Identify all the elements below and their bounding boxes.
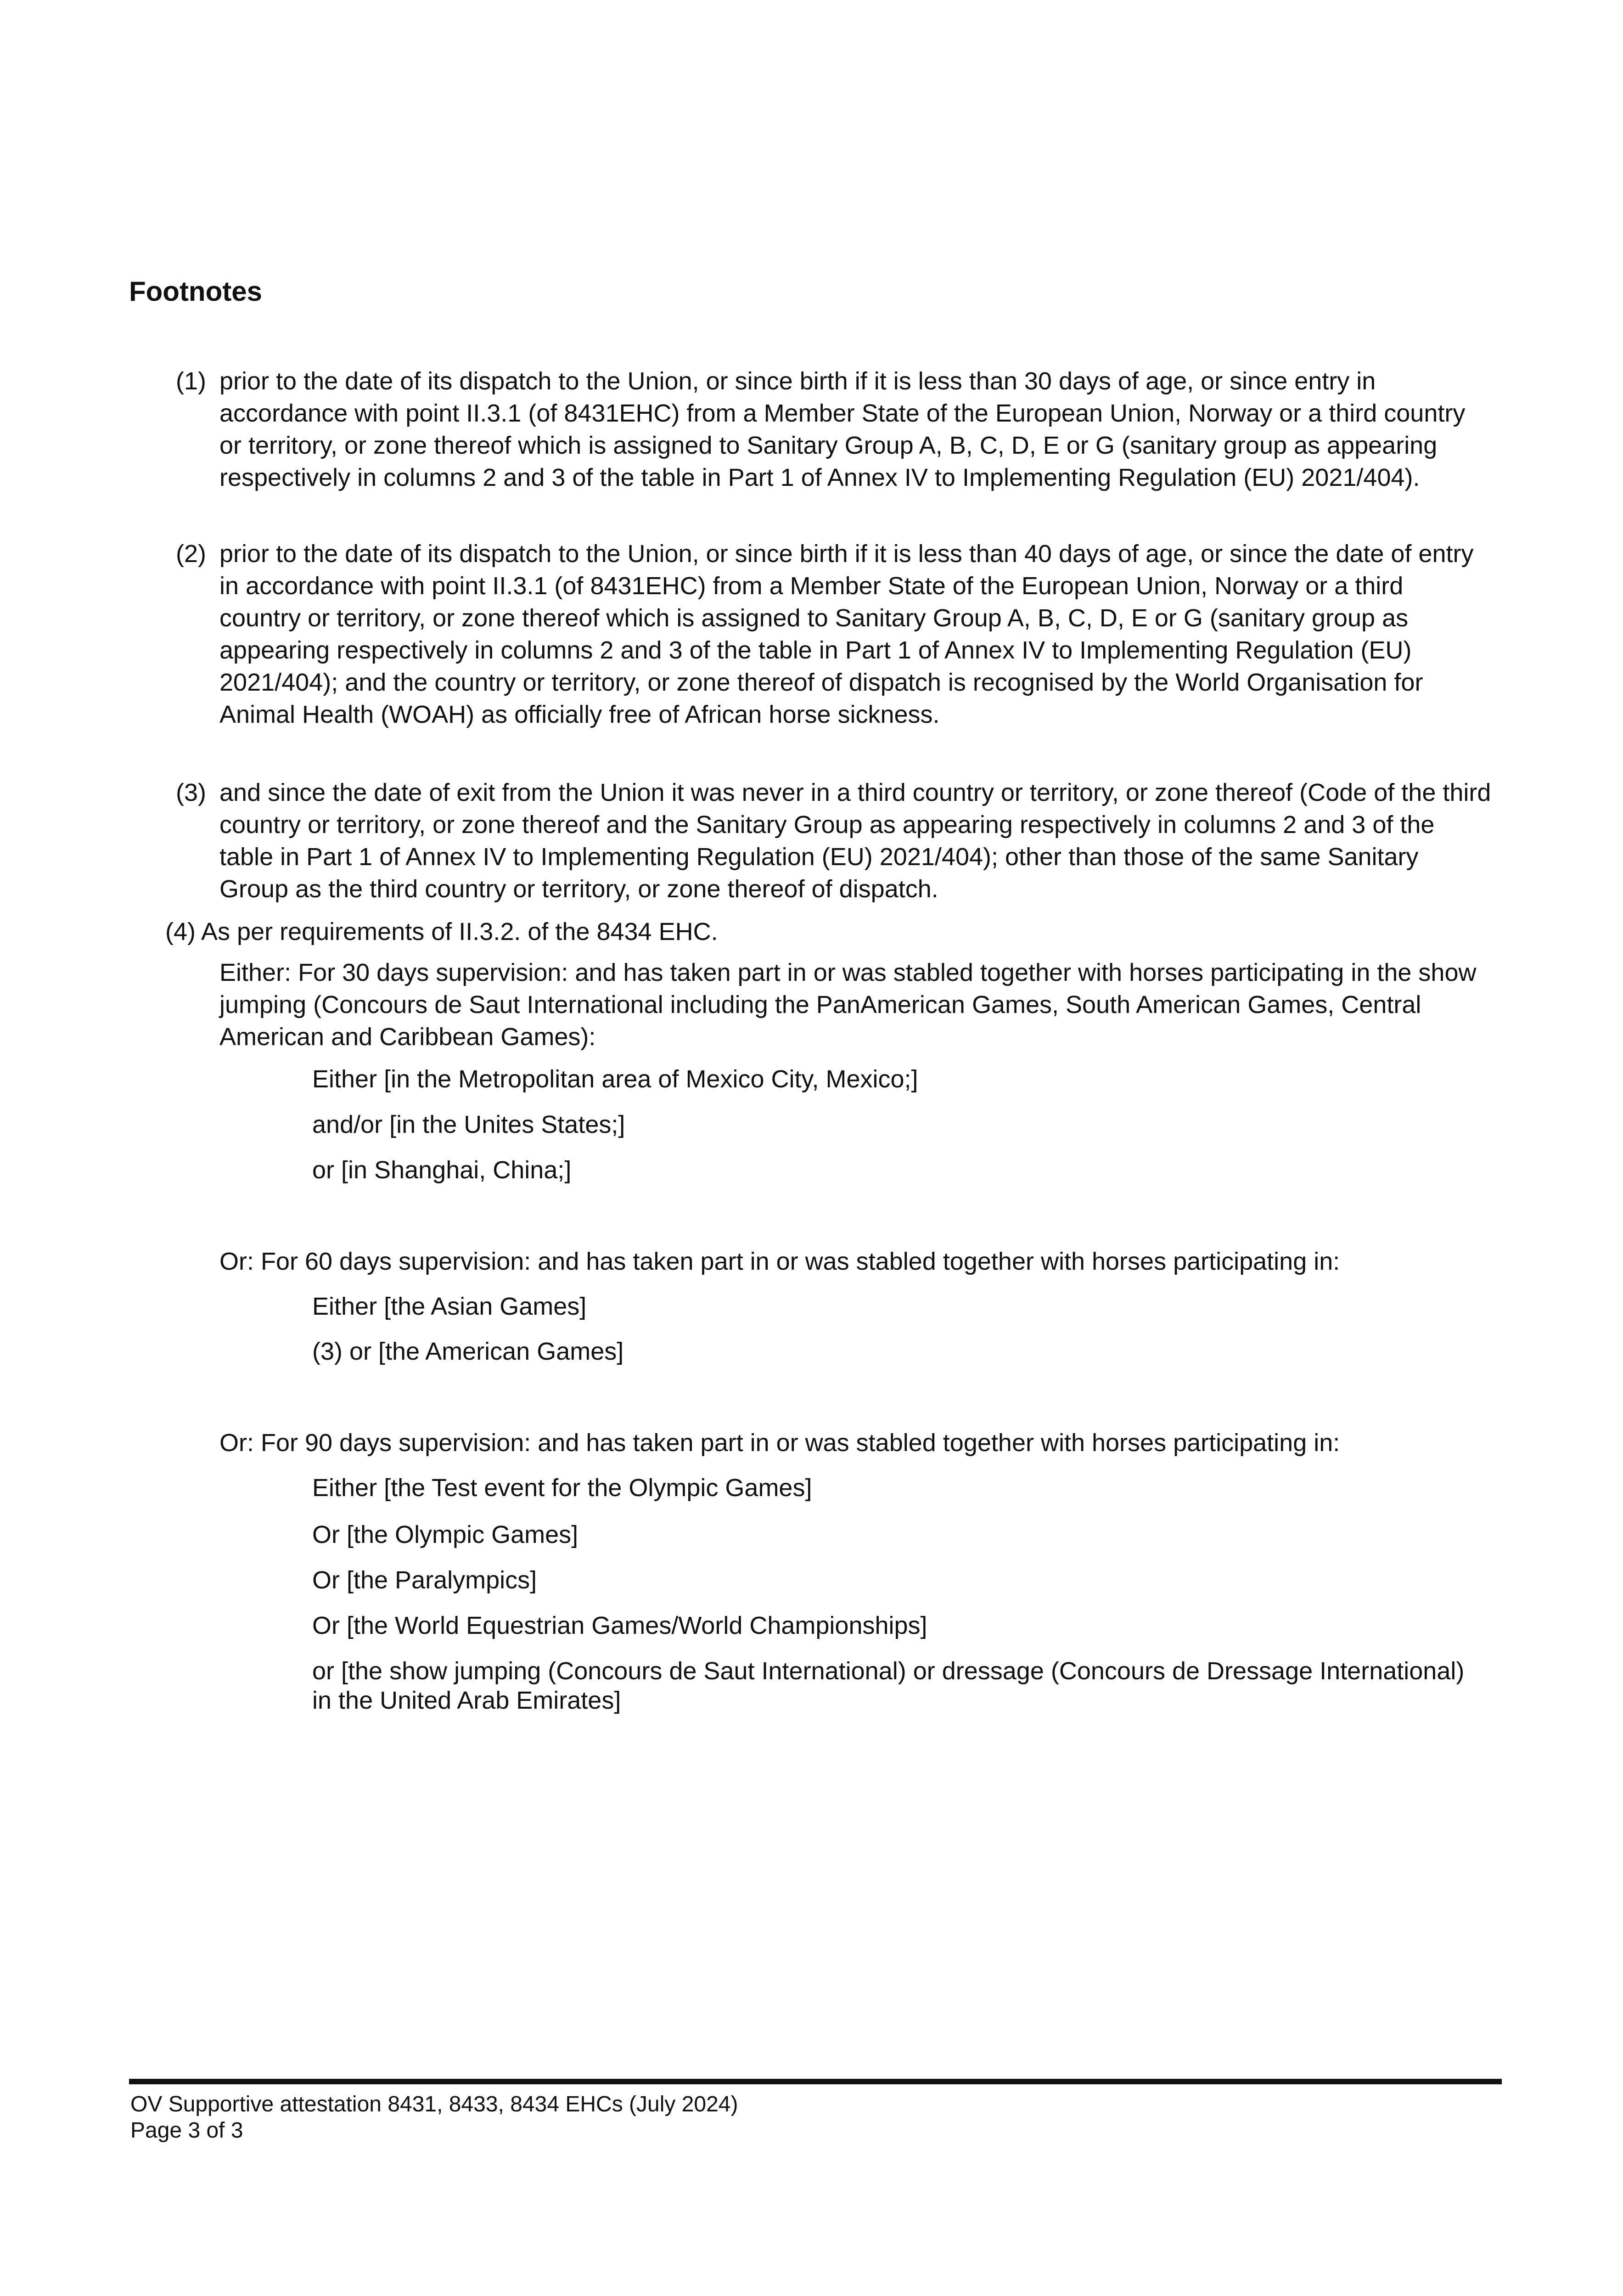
footnote-text: prior to the date of its dispatch to the Union, or since birth if it is less than 40 days of age, or since the date of entry in accordance with point II.3.1 (of 8431EHC) from a Member State of the European Union, Norway or a third country or territory, or zone thereof which is assigned to Sanitary Group A, B, C, D, E or G (sanitary group as appearing respectively in columns 2 and 3 of the table in Part 1 of Annex IV to Implementing Regulation (EU) 2021/404); and the country or territory, or zone thereof of dispatch is recognised by the World Organisation for Animal Health (WOAH) as officially free of African horse sickness. [219, 540, 1474, 728]
list-item: Or [the World Equestrian Games/World Championships] [312, 1612, 927, 1639]
footnote-3 [176, 777, 1491, 905]
section-heading: Footnotes [129, 276, 262, 307]
footnote-number: (2) [176, 540, 206, 568]
footer-document-title: OV Supportive attestation 8431, 8433, 8434 EHCs (July 2024) [130, 2092, 738, 2116]
list-item: Either [in the Metropolitan area of Mexico City, Mexico;] [312, 1065, 918, 1093]
footnote-1 [176, 365, 1491, 494]
footnote-text: and since the date of exit from the Union it was never in a third country or territory, or zone thereof (Code of the third country or territory, or zone thereof and the Sanitary Group as appearing respectively in columns 2 and 3 of the table in Part 1 of Annex IV to Implementing Regulation (EU) 2021/404); other than those of the same Sanitary Group as the third country or territory, or zone thereof of dispatch. [219, 779, 1491, 903]
footer-divider [129, 2079, 1502, 2084]
footnote-4-title: (4) As per requirements of II.3.2. of the 8434 EHC. [165, 918, 718, 945]
option-30-days: Either: For 30 days supervision: and has taken part in or was stabled together with horses participating in the show jumping (Concours de Saut International including the PanAmerican Games, South American Games, Central American and Caribbean Games): [219, 959, 1477, 1051]
list-item: Either [the Asian Games] [312, 1293, 587, 1320]
list-item: Or [the Paralympics] [312, 1566, 537, 1594]
list-item: Or [the Olympic Games] [312, 1521, 578, 1548]
option-60-days: Or: For 60 days supervision: and has taken part in or was stabled together with horses participating in: [219, 1248, 1340, 1275]
list-item: and/or [in the Unites States;] [312, 1111, 625, 1138]
footer-page-number: Page 3 of 3 [130, 2118, 243, 2143]
footnote-text: prior to the date of its dispatch to the Union, or since birth if it is less than 30 days of age, or since entry in accordance with point II.3.1 (of 8431EHC) from a Member State of the European Union, Norway or a third country or territory, or zone thereof which is assigned to Sanitary Group A, B, C, D, E or G (sanitary group as appearing respectively in columns 2 and 3 of the table in Part 1 of Annex IV to Implementing Regulation (EU) 2021/404). [219, 367, 1466, 491]
list-item: Either [the Test event for the Olympic Games] [312, 1474, 812, 1502]
option-90-days: Or: For 90 days supervision: and has taken part in or was stabled together with horses participating in: [219, 1429, 1340, 1457]
list-item: or [in Shanghai, China;] [312, 1156, 572, 1184]
footnote-number: (1) [176, 367, 206, 395]
list-item: (3) or [the American Games] [312, 1338, 624, 1365]
list-item: or [the show jumping (Concours de Saut International) or dressage (Concours de Dressage International) in the United Arab Emirates] [312, 1657, 1465, 1714]
footnote-2 [176, 538, 1491, 731]
footnote-number: (3) [176, 779, 206, 806]
